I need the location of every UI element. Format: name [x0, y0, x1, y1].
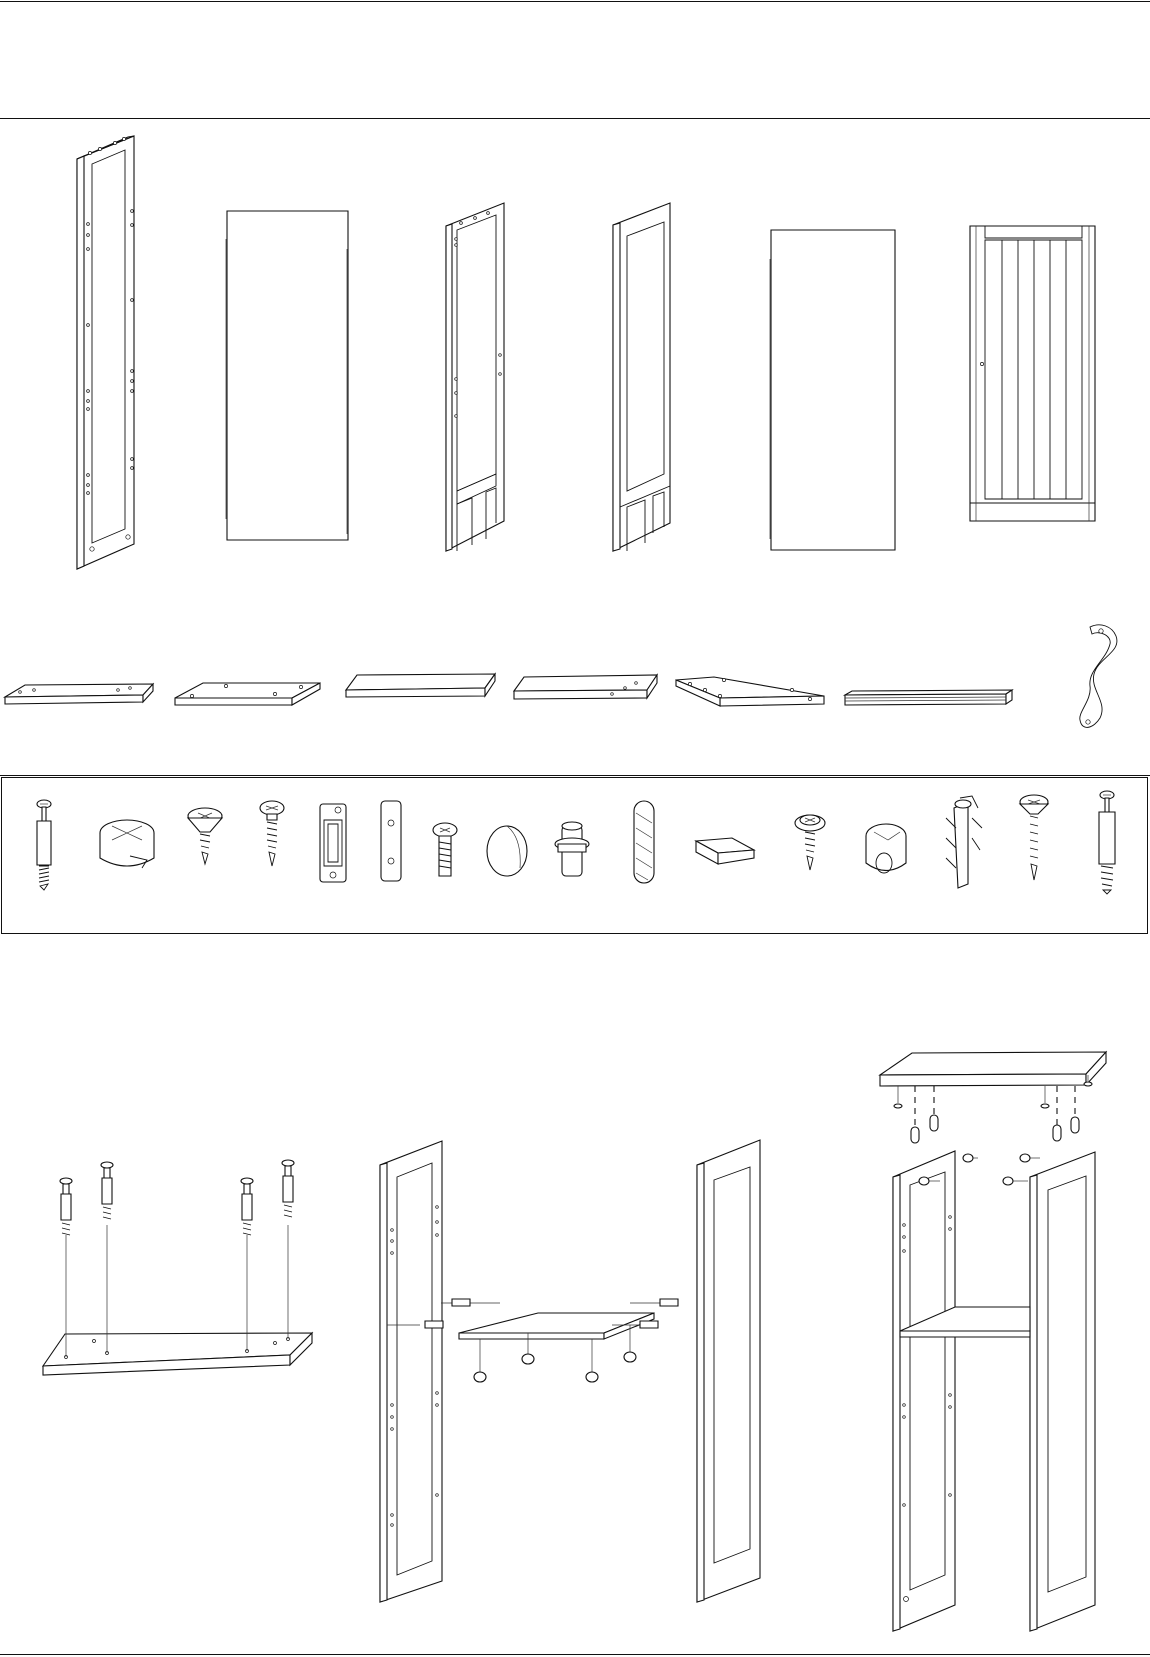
panels-row — [0, 119, 1150, 589]
cam-lock-open-icon — [866, 824, 906, 873]
anti-tip-strap — [1080, 625, 1117, 728]
steps-drawing — [0, 935, 1150, 1655]
washer-screw-icon — [795, 815, 825, 870]
panels-drawing — [0, 119, 1150, 589]
flat-screw-icon — [188, 808, 222, 864]
hardware-box — [1, 777, 1148, 934]
cam-lock-icon — [100, 820, 154, 868]
side-panel-left — [77, 136, 134, 569]
shelves-row — [0, 620, 1150, 740]
wall-plug-icon — [946, 796, 982, 888]
knob-icon — [555, 822, 589, 876]
bottom-board — [5, 684, 153, 704]
parts-divider — [0, 775, 1150, 776]
inner-side-panel-a — [446, 203, 504, 551]
slat-strip — [845, 690, 1012, 705]
header-area — [0, 2, 1150, 118]
hardware-drawing — [2, 778, 1147, 933]
fixed-shelf-b — [514, 675, 657, 699]
dowel-icon — [634, 801, 654, 883]
bottom-border — [0, 1654, 1150, 1655]
back-board — [770, 230, 895, 550]
shelves-drawing — [0, 620, 1150, 740]
cam-bolt-icon — [37, 800, 51, 890]
back-panel — [226, 211, 348, 540]
long-screw-icon — [1020, 795, 1048, 880]
door-panel — [970, 226, 1095, 521]
inner-side-panel-b — [613, 203, 670, 551]
adjustable-shelf — [676, 677, 824, 706]
step-1-bottom-board-bolts — [43, 1160, 312, 1375]
fixed-shelf-a — [175, 683, 320, 705]
steps-area — [0, 935, 1150, 1655]
pan-screw-icon — [260, 801, 284, 866]
step-2-side-panels-shelf — [380, 1140, 760, 1602]
magnetic-catch-icon — [320, 804, 346, 882]
step-3-top-assembly — [880, 1052, 1106, 1631]
cover-cap-icon — [487, 826, 527, 876]
shelf-pin-icon — [696, 838, 754, 864]
catch-plate-icon — [381, 801, 401, 881]
long-cam-bolt-icon — [1099, 791, 1115, 894]
machine-screw-icon — [433, 823, 457, 876]
top-board — [346, 674, 495, 697]
